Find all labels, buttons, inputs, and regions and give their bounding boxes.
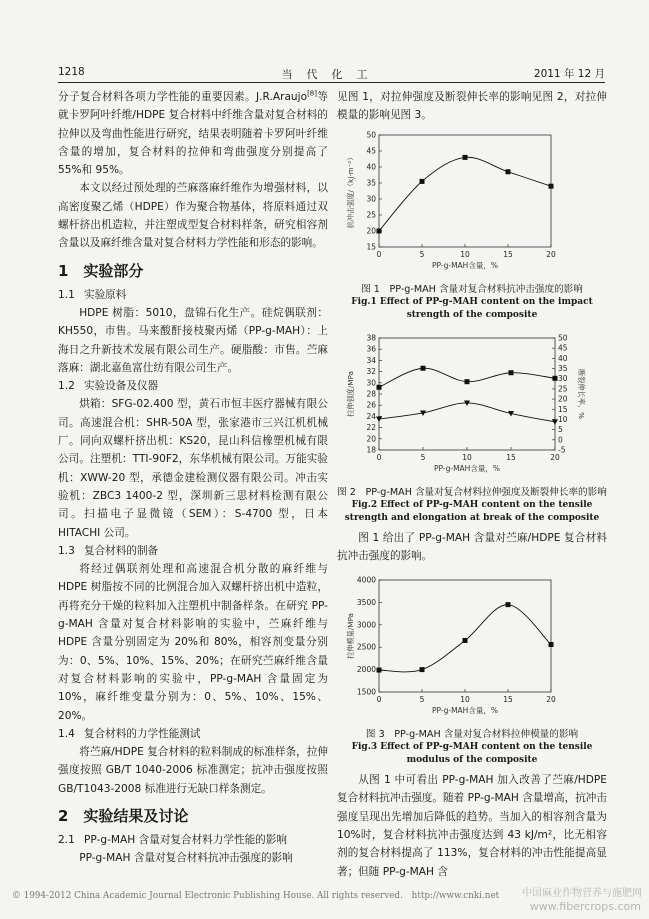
x-tick-label: 10	[460, 694, 470, 704]
y-tick-label: 32	[366, 366, 376, 376]
subsection-heading: 1.2 实验设备及仪器	[58, 380, 159, 393]
data-point	[463, 154, 468, 159]
y-tick-label: 50	[366, 130, 376, 140]
data-point	[553, 376, 558, 381]
y-tick-label: 38	[366, 333, 376, 343]
y-tick-label: 34	[366, 355, 376, 365]
y-tick-label: 28	[366, 389, 376, 399]
y2-tick-label: 50	[558, 333, 568, 343]
y-tick-label: 30	[366, 194, 376, 204]
paragraph: 本文以经过预处理的苎麻落麻纤维作为增强材料，以高密度聚乙烯（HDPE）作为聚合物基体，将原料通过双螺杆挤出机造粒，并注塑成型复合材料样条，研究相容剂含量以及麻纤维含量对复合材料力学性能和形态的影响。	[58, 182, 328, 250]
section-heading: 2 实验结果及讨论	[58, 806, 189, 825]
x-axis-label: PP-g-MAH含量，%	[434, 463, 500, 473]
data-point	[420, 178, 425, 183]
data-point	[506, 169, 511, 174]
running-header	[58, 66, 605, 80]
x-tick-label: 10	[460, 249, 470, 259]
data-point	[421, 366, 426, 371]
x-tick-label: 5	[419, 694, 425, 704]
y-tick-label: 20	[366, 434, 376, 444]
y-tick-label: 24	[366, 411, 376, 421]
watermark-site-name: 中国麻业作物营养与施肥网	[522, 888, 642, 899]
left-column	[58, 88, 328, 868]
data-point	[463, 638, 468, 643]
y-axis-label: 抗冲击强度/（kJ·m⁻²）	[346, 153, 355, 229]
figure-2-caption: 图 2 PP-g-MAH 含量对复合材料拉伸强度及断裂伸长率的影响 Fig.2 Effect of PP-g-MAH content on the tensile strength and elongation at break of the composite	[337, 487, 607, 524]
y2-tick-label: 35	[558, 363, 568, 373]
data-point	[509, 370, 514, 375]
header-rule	[58, 82, 605, 83]
figure-1	[337, 125, 607, 322]
y2-tick-label: 45	[558, 343, 568, 353]
tensile-modulus-chart	[337, 570, 607, 722]
y-axis-label: 拉伸模量/MPa	[346, 612, 355, 659]
right-column	[337, 88, 607, 881]
x-tick-label: 0	[376, 452, 382, 462]
x-tick-label: 20	[550, 452, 560, 462]
y-tick-label: 3000	[356, 620, 376, 630]
figure-2	[337, 328, 607, 525]
impact-strength-chart	[337, 125, 607, 277]
y2-tick-label: 40	[558, 353, 568, 363]
figure-1-caption: 图 1 PP-g-MAH 含量对复合材料抗冲击强度的影响 Fig.1 Effect of PP-g-MAH content on the impact strength of the composite	[351, 283, 593, 320]
y-tick-label: 18	[366, 445, 376, 455]
paragraph: 分子复合材料各项力学性能的重要因素。J.R.Araujo[8]等就卡罗阿叶纤维/HDPE 复合材料中纤维含量对复合材料的拉伸以及弯曲性能进行研究，结果表明随着卡罗阿叶纤维含量的增加，复合材料的拉伸和弯曲强度分别提高了 55%和 95%。	[58, 89, 328, 177]
paragraph: 烘箱：SFG-02.400 型，黄石市恒丰医疗器械有限公司。高速混合机：SHR-50A 型，张家港市三兴江机机械厂。同向双螺杆挤出机：KS20，昆山科信橡塑机械有限公司。注塑机：TTI-90F2，东华机械有限公司。万能实验机：XWW-20 型，承德金建检测仪器有限公司。冲击实验机：ZBC3 1400-2 型，深圳新三思材料检测有限公司。扫描电子显微镜（SEM）：S-4700 型，日本 HITACHI 公司。	[58, 398, 328, 539]
tensile-strength-elongation-chart	[337, 328, 607, 480]
x-tick-label: 20	[546, 694, 556, 704]
y-tick-label: 1500	[356, 687, 376, 697]
data-point	[377, 228, 382, 233]
y-tick-label: 35	[366, 178, 376, 188]
y-tick-label: 2500	[356, 642, 376, 652]
x-tick-label: 10	[462, 452, 472, 462]
data-point	[377, 385, 382, 390]
paragraph: 见图 1，对拉伸强度及断裂伸长率的影响见图 2，对拉伸模量的影响见图 3。	[337, 91, 607, 122]
y-tick-label: 36	[366, 344, 376, 354]
y-tick-label: 15	[366, 242, 376, 252]
y2-tick-label: 10	[558, 414, 568, 424]
x-tick-label: 15	[503, 694, 513, 704]
plot-frame	[379, 580, 551, 692]
page-number: 1218	[58, 66, 85, 78]
data-point	[377, 667, 382, 672]
y2-tick-label: 30	[558, 374, 568, 384]
paragraph: 图 1 给出了 PP-g-MAH 含量对苎麻/HDPE 复合材料抗冲击强度的影响。	[337, 532, 607, 563]
x-tick-label: 5	[419, 249, 425, 259]
y-tick-label: 20	[366, 226, 376, 236]
data-point	[420, 667, 425, 672]
paragraph: 将经过偶联剂处理和高速混合机分散的麻纤维与 HDPE 树脂按不同的比例混合加入双螺杆挤出机中造粒，再将充分干燥的粒料加入注塑机中制备样条。在研究 PP-g-MAH 含量对复合材料影响的实验中，苎麻纤维与 HDPE 含量分别固定为 20%和 80%，相容剂变量分别为：0、5%、10%、15%、20%；在研究苎麻纤维含量对复合材料影响的实验中，PP-g-MAH 含量固定为 10%，麻纤维变量分别为：0、5%、10%、15%、20%。	[58, 563, 328, 722]
copyright-text: © 1994-2012 China Academic Journal Electronic Publishing House. All rights reserved. http://www.cnki.net	[12, 891, 500, 901]
y2-tick-label: -5	[558, 445, 566, 455]
y-tick-label: 45	[366, 146, 376, 156]
series-line	[379, 157, 551, 231]
data-point	[549, 642, 554, 647]
y2-axis-label: 断裂伸长率，%	[577, 368, 586, 419]
x-axis-label: PP-g-MAH含量，%	[432, 260, 498, 270]
y-tick-label: 30	[366, 378, 376, 388]
subsection-heading: 1.3 复合材料的制备	[58, 544, 159, 557]
data-point	[506, 602, 511, 607]
subsection-heading: 1.4 复合材料的力学性能测试	[58, 727, 201, 740]
data-point	[465, 379, 470, 384]
y2-tick-label: 5	[558, 425, 563, 435]
y2-tick-label: 15	[558, 404, 568, 414]
x-tick-label: 0	[376, 694, 382, 704]
issue-date: 2011 年 12 月	[533, 68, 605, 80]
subsection-heading: 2.1 PP-g-MAH 含量对复合材料力学性能的影响	[58, 833, 287, 846]
x-tick-label: 15	[506, 452, 516, 462]
x-tick-label: 20	[546, 249, 556, 259]
journal-name: 当代化工	[281, 68, 382, 81]
section-heading: 1 实验部分	[58, 261, 144, 280]
figure-3-caption: 图 3 PP-g-MAH 含量对复合材料拉伸模量的影响 Fig.3 Effect of PP-g-MAH content on the tensile modulus of the composite	[351, 729, 593, 766]
reference-marker[interactable]: [8]	[307, 89, 317, 98]
series-line	[379, 368, 555, 387]
x-tick-label: 15	[503, 249, 513, 259]
paragraph: PP-g-MAH 含量对复合材料抗冲击强度的影响	[79, 852, 293, 865]
x-tick-label: 0	[376, 249, 382, 259]
plot-frame	[379, 135, 551, 247]
data-point	[376, 416, 382, 422]
x-tick-label: 5	[420, 452, 426, 462]
y-tick-label: 26	[366, 400, 376, 410]
y-tick-label: 3500	[356, 597, 376, 607]
y-tick-label: 2000	[356, 664, 376, 674]
plot-frame	[379, 338, 555, 450]
y-tick-label: 25	[366, 210, 376, 220]
x-axis-label: PP-g-MAH含量，%	[432, 705, 498, 715]
y2-tick-label: 20	[558, 394, 568, 404]
paragraph: 从图 1 中可看出 PP-g-MAH 加入改善了苎麻/HDPE 复合材料抗冲击强度。随着 PP-g-MAH 含量增高，抗冲击强度呈现出先增加后降低的趋势。当加入的相容剂含量为 10%时，复合材料抗冲击强度达到 43 kJ/m²，比无相容剂的复合材料提高了 113%，复合材料的冲击性能提高显著；但随 PP-g-MAH 含	[337, 774, 607, 878]
data-point	[549, 183, 554, 188]
paragraph: 将苎麻/HDPE 复合材料的粒料制成的标准样条，拉伸强度按照 GB/T 1040-2006 标准测定；抗冲击强度按照 GB/T1043-2008 标准进行无缺口样条测定。	[58, 746, 328, 795]
y-tick-label: 4000	[356, 575, 376, 585]
figure-3	[337, 570, 607, 767]
y-tick-label: 22	[366, 422, 376, 432]
y2-tick-label: 0	[558, 435, 563, 445]
subsection-heading: 1.1 实验原料	[58, 288, 127, 301]
watermark-url: www.fibercrops.com	[529, 900, 641, 913]
y-axis-label: 拉伸强度/MPa	[346, 370, 355, 417]
y-tick-label: 40	[366, 162, 376, 172]
paragraph: HDPE 树脂：5010，盘锦石化生产。硅烷偶联剂：KH550，市售。马来酸酐接枝聚丙烯（PP-g-MAH）：上海日之升新技术发展有限公司生产。硬脂酸：市售。苎麻落麻：湖北嘉鱼富仕纺有限公司生产。	[58, 306, 328, 374]
y2-tick-label: 25	[558, 384, 568, 394]
